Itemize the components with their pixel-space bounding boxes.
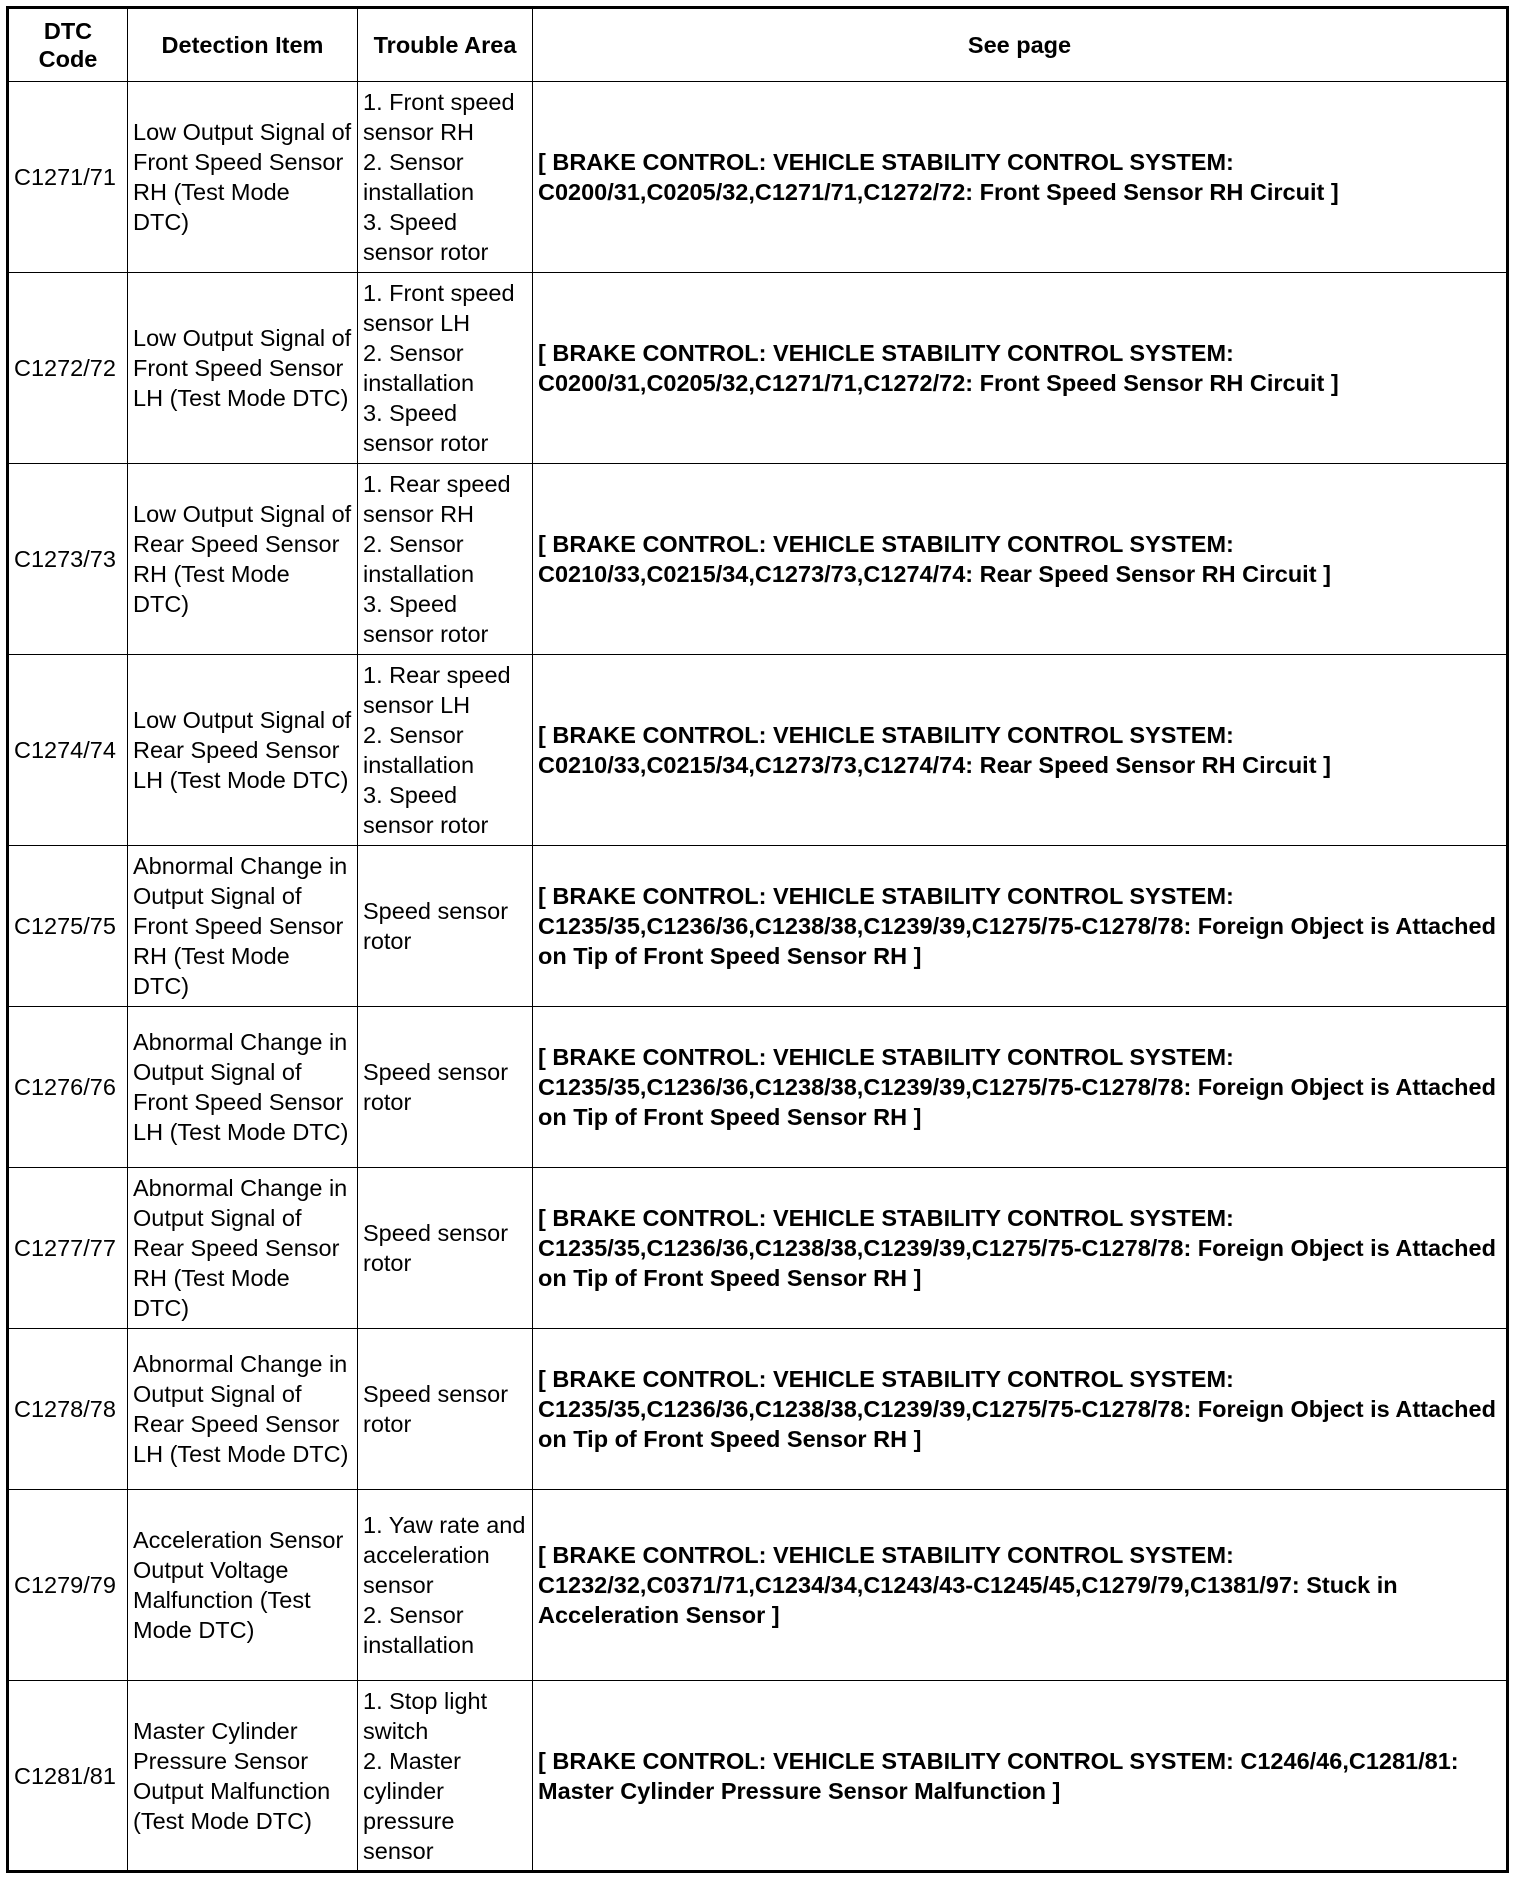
- see-page-link[interactable]: [ BRAKE CONTROL: VEHICLE STABILITY CONTROL SYSTEM: C0210/33,C0215/34,C1273/73,C1274/74: Rear Speed Sensor RH Circuit ]: [533, 464, 1508, 655]
- detection-item: Master Cylinder Pressure Sensor Output Malfunction (Test Mode DTC): [128, 1681, 358, 1872]
- detection-item: Abnormal Change in Output Signal of Rear Speed Sensor LH (Test Mode DTC): [128, 1329, 358, 1490]
- table-row: [8, 1007, 1508, 1168]
- see-page-link[interactable]: [ BRAKE CONTROL: VEHICLE STABILITY CONTROL SYSTEM: C1235/35,C1236/36,C1238/38,C1239/39,C1275/75-C1278/78: Foreign Object is Attached on Tip of Front Speed Sensor RH ]: [533, 846, 1508, 1007]
- table-header-row: [8, 8, 1508, 82]
- dtc-code: C1278/78: [8, 1329, 128, 1490]
- dtc-code: C1277/77: [8, 1168, 128, 1329]
- trouble-area: 1. Stop light switch 2. Master cylinder pressure sensor: [358, 1681, 533, 1872]
- table-row: [8, 846, 1508, 1007]
- trouble-area: Speed sensor rotor: [358, 1329, 533, 1490]
- header-dtc-code: DTC Code: [8, 8, 128, 82]
- trouble-area: 1. Front speed sensor LH 2. Sensor installation 3. Speed sensor rotor: [358, 273, 533, 464]
- detection-item: Low Output Signal of Rear Speed Sensor RH (Test Mode DTC): [128, 464, 358, 655]
- dtc-code: C1275/75: [8, 846, 128, 1007]
- trouble-area: 1. Yaw rate and acceleration sensor 2. Sensor installation: [358, 1490, 533, 1681]
- dtc-document: [6, 6, 1509, 1873]
- header-see-page: See page: [533, 8, 1508, 82]
- trouble-area: 1. Rear speed sensor LH 2. Sensor installation 3. Speed sensor rotor: [358, 655, 533, 846]
- detection-item: Abnormal Change in Output Signal of Front Speed Sensor LH (Test Mode DTC): [128, 1007, 358, 1168]
- table-row: [8, 655, 1508, 846]
- trouble-area: 1. Front speed sensor RH 2. Sensor installation 3. Speed sensor rotor: [358, 82, 533, 273]
- trouble-area: Speed sensor rotor: [358, 1007, 533, 1168]
- detection-item: Low Output Signal of Front Speed Sensor LH (Test Mode DTC): [128, 273, 358, 464]
- dtc-code: C1271/71: [8, 82, 128, 273]
- dtc-table: [6, 6, 1509, 1873]
- detection-item: Abnormal Change in Output Signal of Rear Speed Sensor RH (Test Mode DTC): [128, 1168, 358, 1329]
- see-page-link[interactable]: [ BRAKE CONTROL: VEHICLE STABILITY CONTROL SYSTEM: C1232/32,C0371/71,C1234/34,C1243/43-C1245/45,C1279/79,C1381/97: Stuck in Acceleration Sensor ]: [533, 1490, 1508, 1681]
- detection-item: Low Output Signal of Rear Speed Sensor LH (Test Mode DTC): [128, 655, 358, 846]
- dtc-code: C1279/79: [8, 1490, 128, 1681]
- header-trouble-area: Trouble Area: [358, 8, 533, 82]
- see-page-link[interactable]: [ BRAKE CONTROL: VEHICLE STABILITY CONTROL SYSTEM: C1235/35,C1236/36,C1238/38,C1239/39,C1275/75-C1278/78: Foreign Object is Attached on Tip of Front Speed Sensor RH ]: [533, 1329, 1508, 1490]
- see-page-link[interactable]: [ BRAKE CONTROL: VEHICLE STABILITY CONTROL SYSTEM: C1235/35,C1236/36,C1238/38,C1239/39,C1275/75-C1278/78: Foreign Object is Attached on Tip of Front Speed Sensor RH ]: [533, 1168, 1508, 1329]
- trouble-area: 1. Rear speed sensor RH 2. Sensor installation 3. Speed sensor rotor: [358, 464, 533, 655]
- trouble-area: Speed sensor rotor: [358, 846, 533, 1007]
- see-page-link[interactable]: [ BRAKE CONTROL: VEHICLE STABILITY CONTROL SYSTEM: C1246/46,C1281/81: Master Cylinder Pressure Sensor Malfunction ]: [533, 1681, 1508, 1872]
- table-row: [8, 273, 1508, 464]
- trouble-area: Speed sensor rotor: [358, 1168, 533, 1329]
- table-row: [8, 464, 1508, 655]
- header-detection-item: Detection Item: [128, 8, 358, 82]
- detection-item: Acceleration Sensor Output Voltage Malfunction (Test Mode DTC): [128, 1490, 358, 1681]
- detection-item: Low Output Signal of Front Speed Sensor RH (Test Mode DTC): [128, 82, 358, 273]
- table-row: [8, 1681, 1508, 1872]
- table-row: [8, 82, 1508, 273]
- dtc-code: C1274/74: [8, 655, 128, 846]
- table-row: [8, 1329, 1508, 1490]
- dtc-code: C1272/72: [8, 273, 128, 464]
- see-page-link[interactable]: [ BRAKE CONTROL: VEHICLE STABILITY CONTROL SYSTEM: C1235/35,C1236/36,C1238/38,C1239/39,C1275/75-C1278/78: Foreign Object is Attached on Tip of Front Speed Sensor RH ]: [533, 1007, 1508, 1168]
- see-page-link[interactable]: [ BRAKE CONTROL: VEHICLE STABILITY CONTROL SYSTEM: C0200/31,C0205/32,C1271/71,C1272/72: Front Speed Sensor RH Circuit ]: [533, 273, 1508, 464]
- table-row: [8, 1490, 1508, 1681]
- table-row: [8, 1168, 1508, 1329]
- see-page-link[interactable]: [ BRAKE CONTROL: VEHICLE STABILITY CONTROL SYSTEM: C0210/33,C0215/34,C1273/73,C1274/74: Rear Speed Sensor RH Circuit ]: [533, 655, 1508, 846]
- dtc-code: C1281/81: [8, 1681, 128, 1872]
- dtc-code: C1273/73: [8, 464, 128, 655]
- detection-item: Abnormal Change in Output Signal of Front Speed Sensor RH (Test Mode DTC): [128, 846, 358, 1007]
- see-page-link[interactable]: [ BRAKE CONTROL: VEHICLE STABILITY CONTROL SYSTEM: C0200/31,C0205/32,C1271/71,C1272/72: Front Speed Sensor RH Circuit ]: [533, 82, 1508, 273]
- dtc-code: C1276/76: [8, 1007, 128, 1168]
